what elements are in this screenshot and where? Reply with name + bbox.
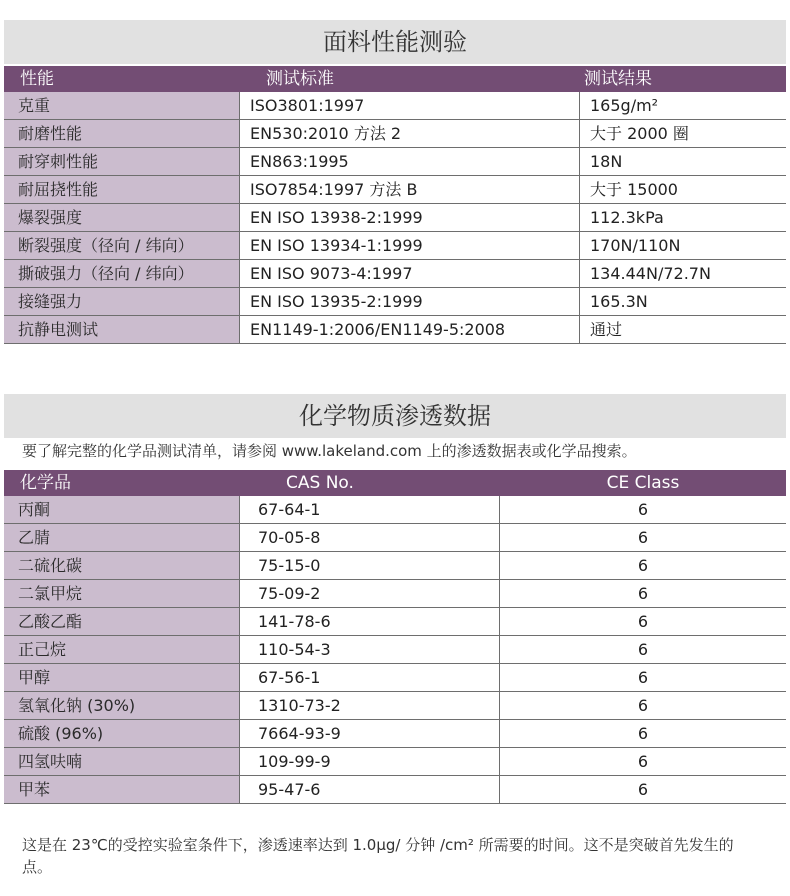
- result-cell: 165.3N: [590, 292, 648, 311]
- chemical-table-header: [4, 470, 786, 496]
- ce-class-cell: 6: [637, 556, 649, 575]
- chemical-name-cell: 乙腈: [4, 524, 240, 551]
- chemical-row: [4, 692, 786, 720]
- property-cell: 克重: [4, 92, 240, 119]
- performance-table-header: [4, 66, 786, 92]
- property-cell: 断裂强度（径向 / 纬向）: [4, 232, 240, 259]
- ce-class-cell: 6: [637, 640, 649, 659]
- cas-number-cell: 95-47-6: [240, 776, 500, 803]
- ce-class-cell: 6: [637, 584, 649, 603]
- standard-cell: EN ISO 13935-2:1999: [240, 288, 580, 315]
- header-cas-no: CAS No.: [286, 473, 354, 493]
- ce-class-cell: 6: [637, 724, 649, 743]
- result-cell: 大于 15000: [590, 180, 678, 199]
- result-cell: 通过: [590, 320, 623, 339]
- result-cell: 112.3kPa: [590, 208, 664, 227]
- ce-class-cell: 6: [637, 752, 649, 771]
- performance-row: [4, 316, 786, 344]
- chemical-name-cell: 氢氧化钠 (30%): [4, 692, 240, 719]
- header-property: 性能: [20, 69, 54, 89]
- standard-cell: EN ISO 13938-2:1999: [240, 204, 580, 231]
- chemical-row: [4, 524, 786, 552]
- chemical-table: [4, 470, 786, 804]
- chemical-name-cell: 四氢呋喃: [4, 748, 240, 775]
- standard-cell: EN ISO 13934-1:1999: [240, 232, 580, 259]
- chemical-row: [4, 608, 786, 636]
- chemical-row: [4, 636, 786, 664]
- property-cell: 接缝强力: [4, 288, 240, 315]
- ce-class-cell: 6: [637, 528, 649, 547]
- chemical-row: [4, 664, 786, 692]
- chemical-row: [4, 720, 786, 748]
- cas-number-cell: 75-09-2: [240, 580, 500, 607]
- cas-number-cell: 67-56-1: [240, 664, 500, 691]
- cas-number-cell: 75-15-0: [240, 552, 500, 579]
- ce-class-cell: 6: [637, 696, 649, 715]
- ce-class-cell: 6: [637, 668, 649, 687]
- standard-cell: ISO3801:1997: [240, 92, 580, 119]
- cas-number-cell: 1310-73-2: [240, 692, 500, 719]
- result-cell: 170N/110N: [590, 236, 681, 255]
- property-cell: 耐磨性能: [4, 120, 240, 147]
- chemical-name-cell: 甲苯: [4, 776, 240, 803]
- footer-note: 这是在 23℃的受控实验室条件下，渗透速率达到 1.0μg/ 分钟 /cm² 所需要的时间。这不是突破首先发生的点。: [22, 836, 734, 876]
- cas-number-cell: 70-05-8: [240, 524, 500, 551]
- performance-row: [4, 232, 786, 260]
- property-cell: 耐穿刺性能: [4, 148, 240, 175]
- cas-number-cell: 141-78-6: [240, 608, 500, 635]
- performance-row: [4, 120, 786, 148]
- performance-table: [4, 66, 786, 344]
- result-cell: 165g/m²: [590, 96, 659, 115]
- performance-row: [4, 92, 786, 120]
- result-cell: 134.44N/72.7N: [590, 264, 711, 283]
- header-test-standard: 测试标准: [266, 69, 334, 89]
- performance-row: [4, 288, 786, 316]
- result-cell: 大于 2000 圈: [590, 124, 689, 143]
- chemical-note: 要了解完整的化学品测试清单，请参阅 www.lakeland.com 上的渗透数据表或化学品搜索。: [22, 442, 637, 460]
- chemical-row: [4, 496, 786, 524]
- chemical-name-cell: 正己烷: [4, 636, 240, 663]
- cas-number-cell: 110-54-3: [240, 636, 500, 663]
- chemical-name-cell: 丙酮: [4, 496, 240, 523]
- chemical-name-cell: 二硫化碳: [4, 552, 240, 579]
- standard-cell: EN530:2010 方法 2: [240, 120, 580, 147]
- cas-number-cell: 109-99-9: [240, 748, 500, 775]
- standard-cell: EN863:1995: [240, 148, 580, 175]
- performance-row: [4, 260, 786, 288]
- ce-class-cell: 6: [637, 500, 649, 519]
- chemical-name-cell: 甲醇: [4, 664, 240, 691]
- chemical-row: [4, 748, 786, 776]
- ce-class-cell: 6: [637, 612, 649, 631]
- chemical-name-cell: 二氯甲烷: [4, 580, 240, 607]
- property-cell: 撕破强力（径向 / 纬向）: [4, 260, 240, 287]
- standard-cell: EN1149-1:2006/EN1149-5:2008: [240, 316, 580, 343]
- result-cell: 18N: [590, 152, 623, 171]
- standard-cell: EN ISO 9073-4:1997: [240, 260, 580, 287]
- chemical-row: [4, 776, 786, 804]
- chemical-name-cell: 乙酸乙酯: [4, 608, 240, 635]
- chemical-section-title: 化学物质渗透数据: [4, 394, 786, 438]
- chemical-name-cell: 硫酸 (96%): [4, 720, 240, 747]
- cas-number-cell: 7664-93-9: [240, 720, 500, 747]
- property-cell: 爆裂强度: [4, 204, 240, 231]
- standard-cell: ISO7854:1997 方法 B: [240, 176, 580, 203]
- header-ce-class: CE Class: [606, 473, 680, 493]
- header-test-result: 测试结果: [584, 69, 652, 89]
- property-cell: 抗静电测试: [4, 316, 240, 343]
- chemical-row: [4, 552, 786, 580]
- performance-row: [4, 148, 786, 176]
- ce-class-cell: 6: [637, 780, 649, 799]
- performance-row: [4, 176, 786, 204]
- performance-row: [4, 204, 786, 232]
- cas-number-cell: 67-64-1: [240, 496, 500, 523]
- header-chemical: 化学品: [20, 473, 71, 493]
- performance-section-title: 面料性能测验: [4, 20, 786, 64]
- property-cell: 耐屈挠性能: [4, 176, 240, 203]
- chemical-row: [4, 580, 786, 608]
